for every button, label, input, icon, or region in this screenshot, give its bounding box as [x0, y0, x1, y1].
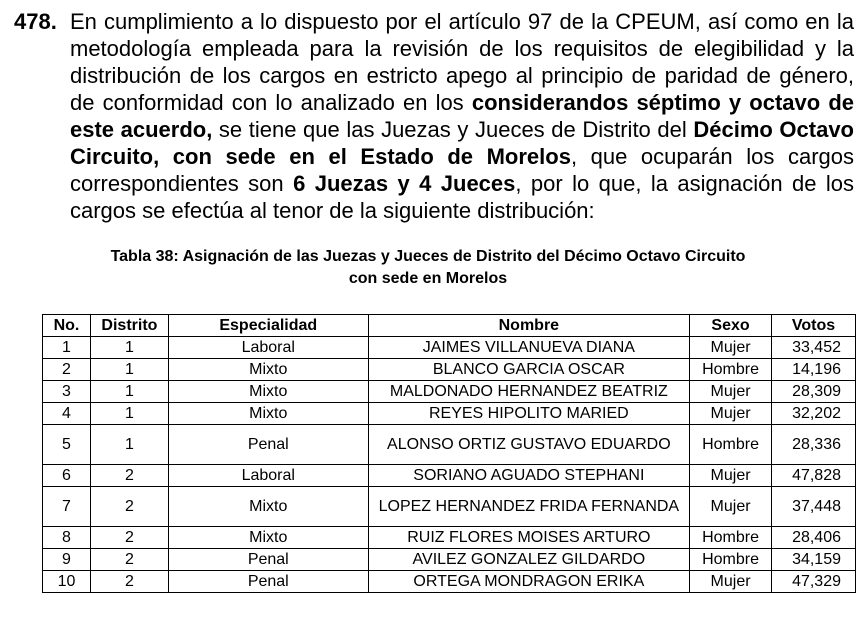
cell-distrito: 1 — [90, 359, 168, 381]
cell-no: 6 — [43, 465, 91, 487]
header-no: No. — [43, 315, 91, 337]
header-especialidad: Especialidad — [168, 315, 368, 337]
cell-nombre: ALONSO ORTIZ GUSTAVO EDUARDO — [368, 425, 689, 465]
cell-nombre: ORTEGA MONDRAGON ERIKA — [368, 571, 689, 593]
cell-nombre: REYES HIPOLITO MARIED — [368, 403, 689, 425]
paragraph-text-part: En cumplimiento a lo dispuesto por el artículo 97 de la CPEUM, así como en la metodología empleada para la revisión de los requisitos de elegibilidad y la distribución de los cargos en estricto apego al principio de paridad de género, de conformidad con lo analizado en los — [70, 9, 854, 115]
paragraph-bold-part: 6 Juezas y 4 Jueces — [293, 171, 516, 196]
cell-distrito: 2 — [90, 465, 168, 487]
table-row — [43, 487, 856, 527]
cell-sexo: Mujer — [690, 465, 772, 487]
table-caption-line: con sede en Morelos — [348, 270, 508, 287]
cell-especialidad: Penal — [168, 425, 368, 465]
paragraph-bold-part: considerandos séptimo y octavo de este acuerdo, — [70, 90, 854, 142]
cell-especialidad: Mixto — [168, 359, 368, 381]
cell-sexo: Hombre — [690, 549, 772, 571]
table-row — [43, 527, 856, 549]
cell-nombre: LOPEZ HERNANDEZ FRIDA FERNANDA — [368, 487, 689, 527]
cell-votos: 32,202 — [772, 403, 856, 425]
cell-sexo: Mujer — [690, 337, 772, 359]
table-row — [43, 359, 856, 381]
cell-votos: 47,828 — [772, 465, 856, 487]
cell-nombre: MALDONADO HERNANDEZ BEATRIZ — [368, 381, 689, 403]
paragraph-number: 478. — [14, 9, 57, 34]
cell-distrito: 2 — [90, 527, 168, 549]
header-votos: Votos — [772, 315, 856, 337]
cell-no: 10 — [43, 571, 91, 593]
header-nombre: Nombre — [368, 315, 689, 337]
table-row — [43, 381, 856, 403]
cell-votos: 28,309 — [772, 381, 856, 403]
cell-nombre: JAIMES VILLANUEVA DIANA — [368, 337, 689, 359]
cell-especialidad: Penal — [168, 549, 368, 571]
table-row — [43, 403, 856, 425]
paragraph-text-part: , por lo que, la asignación de los cargos se efectúa al tenor de la siguiente distribución: — [70, 171, 855, 223]
cell-nombre: BLANCO GARCIA OSCAR — [368, 359, 689, 381]
table-header-row — [43, 315, 856, 337]
cell-no: 1 — [43, 337, 91, 359]
cell-sexo: Hombre — [690, 527, 772, 549]
cell-sexo: Mujer — [690, 381, 772, 403]
distribution-table — [42, 314, 856, 593]
paragraph-text-part: , que ocuparán los cargos correspondientes son — [70, 144, 854, 196]
header-distrito: Distrito — [90, 315, 168, 337]
cell-votos: 28,336 — [772, 425, 856, 465]
cell-votos: 34,159 — [772, 549, 856, 571]
paragraph-text-part: se tiene que las Juezas y Jueces de Distrito del — [212, 117, 694, 142]
cell-distrito: 2 — [90, 571, 168, 593]
cell-especialidad: Mixto — [168, 403, 368, 425]
cell-sexo: Mujer — [690, 487, 772, 527]
paragraph-text — [70, 8, 854, 224]
cell-votos: 47,329 — [772, 571, 856, 593]
cell-nombre: SORIANO AGUADO STEPHANI — [368, 465, 689, 487]
cell-sexo: Mujer — [690, 403, 772, 425]
table-caption — [40, 246, 816, 290]
paragraph-bold-part: Décimo Octavo Circuito, con sede en el Estado de Morelos — [70, 117, 854, 169]
cell-no: 4 — [43, 403, 91, 425]
cell-especialidad: Laboral — [168, 465, 368, 487]
table-row — [43, 337, 856, 359]
cell-distrito: 2 — [90, 549, 168, 571]
cell-distrito: 1 — [90, 403, 168, 425]
cell-no: 2 — [43, 359, 91, 381]
cell-sexo: Hombre — [690, 359, 772, 381]
cell-especialidad: Mixto — [168, 527, 368, 549]
cell-distrito: 1 — [90, 381, 168, 403]
cell-nombre: AVILEZ GONZALEZ GILDARDO — [368, 549, 689, 571]
cell-votos: 37,448 — [772, 487, 856, 527]
table-row — [43, 571, 856, 593]
cell-votos: 28,406 — [772, 527, 856, 549]
cell-no: 8 — [43, 527, 91, 549]
cell-no: 7 — [43, 487, 91, 527]
cell-no: 9 — [43, 549, 91, 571]
table-caption-line: Tabla 38: Asignación de las Juezas y Jueces de Distrito del Décimo Octavo Circuito — [110, 248, 746, 265]
cell-sexo: Mujer — [690, 571, 772, 593]
cell-no: 3 — [43, 381, 91, 403]
cell-especialidad: Laboral — [168, 337, 368, 359]
cell-votos: 33,452 — [772, 337, 856, 359]
cell-especialidad: Mixto — [168, 381, 368, 403]
cell-votos: 14,196 — [772, 359, 856, 381]
cell-distrito: 2 — [90, 487, 168, 527]
cell-especialidad: Penal — [168, 571, 368, 593]
table-row — [43, 465, 856, 487]
table-row — [43, 425, 856, 465]
cell-sexo: Hombre — [690, 425, 772, 465]
cell-no: 5 — [43, 425, 91, 465]
table-row — [43, 549, 856, 571]
cell-especialidad: Mixto — [168, 487, 368, 527]
cell-distrito: 1 — [90, 337, 168, 359]
cell-nombre: RUIZ FLORES MOISES ARTURO — [368, 527, 689, 549]
header-sexo: Sexo — [690, 315, 772, 337]
cell-distrito: 1 — [90, 425, 168, 465]
